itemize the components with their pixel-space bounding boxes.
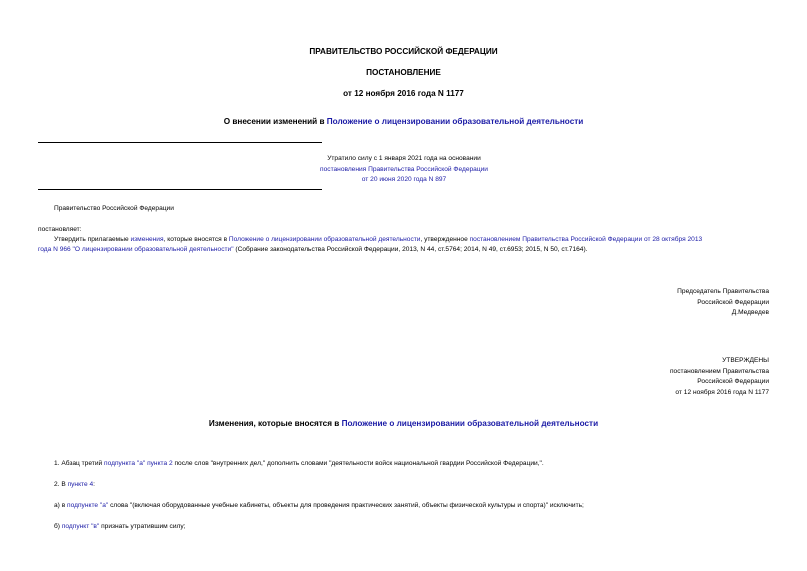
- intro-text: Правительство Российской Федерации: [54, 205, 174, 212]
- p1-text-d: (Собрание законодательства Российской Федерации, 2013, N 44, ст.5764; 2014, N 49, ст.6953; 2015, N 50, ст.7164).: [233, 246, 588, 253]
- item-2b-text-a: б): [54, 523, 62, 530]
- changes-title-regulation-link[interactable]: Положение о лицензировании образовательной деятельности: [341, 419, 599, 428]
- government-heading: ПРАВИТЕЛЬСТВО РОССИЙСКОЙ ФЕДЕРАЦИИ: [309, 47, 498, 56]
- subitem-a-link[interactable]: подпункта "а": [104, 460, 146, 467]
- divider-bottom: [38, 189, 322, 190]
- resolves-text: постановляет:: [38, 226, 82, 233]
- divider-top: [38, 142, 322, 143]
- signature-block: [677, 287, 769, 319]
- validity-note: [254, 154, 554, 186]
- p1-text-b: , которые вносятся в: [163, 236, 229, 243]
- approved-country: Российской Федерации: [697, 378, 769, 385]
- document-type: ПОСТАНОВЛЕНИЕ: [366, 68, 441, 77]
- paragraph-1: [38, 235, 772, 255]
- subitem-v-link[interactable]: подпункт "в": [61, 523, 100, 530]
- approved-heading: УТВЕРЖДЕНЫ: [722, 357, 769, 364]
- item-2a-text-b: слова "(включая оборудованные учебные кабинеты, объекты для проведения практических занятий, объекты физической культуры и спорта)" исключить;: [108, 502, 584, 509]
- subitem-a-link-2[interactable]: подпункте "а": [67, 502, 109, 509]
- approved-date: от 12 ноября 2016 года N 1177: [675, 388, 769, 396]
- item-2-link[interactable]: пункта 2: [147, 460, 173, 467]
- changes-title: [0, 419, 807, 428]
- item-2-text-a: 2. В: [54, 481, 68, 488]
- title-prefix: О внесении изменений в: [223, 117, 327, 126]
- regulation-link[interactable]: Положение о лицензировании образовательной деятельности: [228, 236, 421, 243]
- item-4-link[interactable]: пункте 4: [67, 481, 94, 488]
- document-title: [0, 117, 807, 126]
- p1-text-c: , утвержденное: [420, 236, 470, 243]
- item-2b: [54, 523, 186, 530]
- validity-decree-link[interactable]: постановления Правительства Российской Федерации: [320, 165, 488, 173]
- validity-note-text: Утратило силу с 1 января 2021 года на основании: [327, 155, 481, 162]
- item-1: [54, 460, 544, 467]
- changes-title-prefix: Изменения, которые вносятся в: [208, 419, 342, 428]
- signature-name: Д.Медведев: [731, 309, 769, 316]
- p1-text-a: Утвердить прилагаемые: [54, 236, 131, 243]
- decree-966-link-part1[interactable]: постановлением Правительства Российской Федерации от 28 октября 2013: [469, 236, 703, 243]
- approved-block: [670, 356, 769, 398]
- approved-by: постановлением Правительства: [669, 367, 769, 375]
- item-1-text-a: 1. Абзац третий: [54, 460, 105, 467]
- item-2-text-b: :: [93, 481, 95, 488]
- changes-link[interactable]: изменения: [130, 236, 164, 243]
- title-regulation-link[interactable]: Положение о лицензировании образовательной деятельности: [326, 117, 584, 126]
- item-2a-text-a: а) в: [54, 502, 68, 509]
- item-2a: [54, 502, 584, 509]
- document-date-number: от 12 ноября 2016 года N 1177: [343, 89, 464, 98]
- signature-country: Российской Федерации: [697, 298, 769, 306]
- signature-title: Председатель Правительства: [677, 288, 769, 295]
- item-2: [54, 481, 95, 488]
- item-2b-text-b: признать утратившим силу;: [99, 523, 186, 530]
- validity-decree-date-link[interactable]: от 20 июня 2020 года N 897: [361, 176, 447, 183]
- decree-966-link-part2[interactable]: года N 966 "О лицензировании образовательной деятельности": [38, 246, 234, 253]
- item-1-text-b: после слов "внутренних дел," дополнить словами "деятельности войск национальной гвардии Российской Федерации,".: [172, 460, 544, 467]
